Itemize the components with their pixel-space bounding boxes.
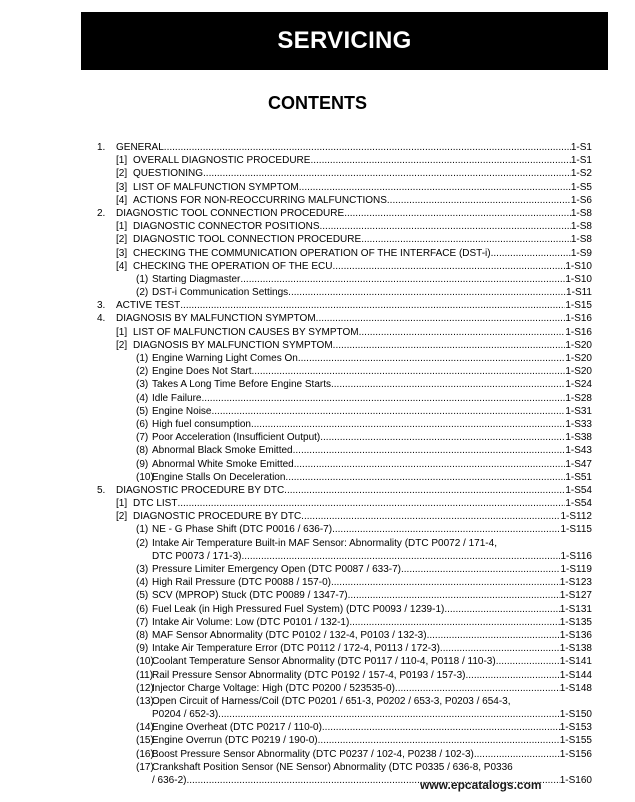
- toc-entry[interactable]: [0, 339, 635, 352]
- toc-entry-title: LIST OF MALFUNCTION SYMPTOM: [133, 181, 299, 193]
- toc-entry-line: [116, 207, 592, 220]
- toc-entry[interactable]: [0, 444, 635, 457]
- toc-entry-number: 3.: [97, 300, 106, 312]
- toc-entry-number: (1): [136, 524, 149, 536]
- toc-entry-page: 1-S1: [570, 142, 592, 153]
- toc-entry-line: [152, 550, 592, 563]
- toc-entry-title: High fuel consumption: [152, 418, 251, 430]
- section-title: SERVICING: [277, 27, 412, 54]
- toc-entry-line: [133, 326, 592, 339]
- toc-entry-title: NE - G Phase Shift (DTC P0016 / 636-7): [152, 524, 333, 536]
- dot-leader: [310, 154, 570, 167]
- toc-entry-page: 1-S5: [570, 181, 592, 193]
- toc-entry-number: [2]: [116, 339, 128, 351]
- toc-entry-line: [152, 616, 592, 629]
- toc-entry-line: [152, 655, 592, 668]
- toc-entry-page: 1-S1: [570, 155, 592, 167]
- toc-entry-line: [152, 721, 592, 734]
- toc-entry-title: OVERALL DIAGNOSTIC PROCEDURE: [133, 155, 311, 167]
- toc-entry-number: [1]: [116, 326, 128, 338]
- toc-entry-number: (7): [136, 616, 149, 628]
- dot-leader: [401, 563, 560, 576]
- toc-entry-number: [4]: [116, 194, 128, 206]
- dot-leader: [164, 141, 571, 154]
- toc-entry-title: DIAGNOSTIC PROCEDURE BY DTC: [116, 484, 285, 496]
- dot-leader: [331, 378, 565, 391]
- toc-entry-page: 1-S47: [565, 458, 592, 470]
- toc-entry[interactable]: [0, 734, 635, 747]
- toc-entry[interactable]: [0, 299, 635, 312]
- toc-entry-page: 1-S127: [559, 590, 592, 602]
- dot-leader: [496, 655, 560, 668]
- toc-entry-title: SCV (MPROP) Stuck (DTC P0089 / 1347-7): [152, 590, 348, 602]
- dot-leader: [348, 589, 560, 602]
- toc-entry-line: [133, 510, 592, 523]
- toc-entry[interactable]: [0, 510, 635, 523]
- toc-entry[interactable]: [0, 247, 635, 260]
- section-banner: [81, 12, 608, 70]
- contents-heading: CONTENTS: [268, 93, 367, 113]
- dot-leader: [301, 510, 560, 523]
- toc-entry-title: GENERAL: [116, 142, 164, 153]
- toc-entry-number: (3): [136, 379, 149, 391]
- toc-entry-number: (7): [136, 432, 149, 444]
- dot-leader: [444, 603, 559, 616]
- toc-entry[interactable]: [0, 286, 635, 299]
- dot-leader: [294, 458, 566, 471]
- toc-entry-page: 1-S148: [559, 682, 592, 694]
- toc-entry-line: [116, 299, 592, 312]
- toc-entry-number: (8): [136, 445, 149, 457]
- toc-entry-line: [152, 431, 592, 444]
- toc-entry-line: [133, 339, 592, 352]
- toc-entry-title: Starting Diagmaster: [152, 273, 241, 285]
- dot-leader: [201, 392, 565, 405]
- toc-entry[interactable]: [0, 563, 635, 576]
- dot-leader: [333, 339, 566, 352]
- toc-entry-line: [116, 312, 592, 325]
- toc-entry-number: (2): [136, 366, 149, 378]
- dot-leader: [320, 220, 571, 233]
- toc-entry-title: CHECKING THE OPERATION OF THE ECU: [133, 260, 333, 272]
- toc-entry-title: Intake Air Temperature Built-in MAF Sensor: Abnormality (DTC P0072 / 171-4,: [152, 537, 497, 549]
- toc-entry-continuation[interactable]: [0, 550, 635, 563]
- toc-entry-title: Abnormal Black Smoke Emitted: [152, 445, 293, 457]
- toc-entry[interactable]: [0, 682, 635, 695]
- toc-entry[interactable]: [0, 603, 635, 616]
- toc-entry-page: 1-S16: [565, 313, 592, 325]
- toc-entry-title: Poor Acceleration (Insufficient Output): [152, 432, 321, 444]
- toc-entry[interactable]: [0, 629, 635, 642]
- toc-entry-page: 1-S31: [565, 405, 592, 417]
- toc-entry-page: 1-S16: [565, 326, 592, 338]
- toc-entry-number: 4.: [97, 313, 106, 325]
- toc-entry-title: DIAGNOSTIC TOOL CONNECTION PROCEDURE: [133, 234, 362, 246]
- toc-entry[interactable]: [0, 497, 635, 510]
- toc-entry-page: 1-S150: [559, 709, 592, 721]
- toc-entry-page: 1-S2: [570, 168, 592, 180]
- toc-entry-number: [1]: [116, 498, 128, 510]
- toc-entry[interactable]: [0, 326, 635, 339]
- dot-leader: [288, 286, 566, 299]
- toc-entry-number: (9): [136, 458, 149, 470]
- toc-entry-number: (6): [136, 603, 149, 615]
- toc-entry-page: 1-S10: [565, 273, 592, 285]
- toc-entry-title: DST-i Communication Settings: [152, 287, 289, 299]
- toc-entry-line: [133, 167, 592, 180]
- toc-entry-line: [152, 589, 592, 602]
- toc-entry-line: [152, 352, 592, 365]
- toc-entry-title: DTC LIST: [133, 498, 178, 510]
- toc-entry-page: 1-S141: [559, 656, 592, 668]
- toc-entry-page: 1-S54: [565, 498, 592, 510]
- toc-entry-number: (11): [136, 669, 154, 681]
- toc-entry-number: (4): [136, 577, 149, 589]
- toc-entry-line: [133, 154, 592, 167]
- dot-leader: [318, 734, 560, 747]
- toc-entry[interactable]: [0, 207, 635, 220]
- toc-entry-title: Fuel Leak (in High Pressured Fuel System) (DTC P0093 / 1239-1): [152, 603, 445, 615]
- dot-leader: [387, 194, 571, 207]
- toc-entry-title: ACTIONS FOR NON-REOCCURRING MALFUNCTIONS: [133, 194, 387, 206]
- toc-entry-number: (5): [136, 405, 149, 417]
- toc-entry[interactable]: [0, 695, 635, 708]
- toc-entry[interactable]: [0, 748, 635, 761]
- toc-entry-page: 1-S51: [565, 471, 592, 483]
- toc-entry[interactable]: [0, 365, 635, 378]
- toc-entry[interactable]: [0, 312, 635, 325]
- toc-entry-line: [152, 392, 592, 405]
- toc-entry-number: (2): [136, 537, 149, 549]
- toc-entry-line: [133, 233, 592, 246]
- toc-entry[interactable]: [0, 537, 635, 550]
- toc-entry[interactable]: [0, 471, 635, 484]
- toc-entry[interactable]: [0, 484, 635, 497]
- toc-entry[interactable]: [0, 523, 635, 536]
- toc-entry[interactable]: [0, 352, 635, 365]
- toc-entry-title: Intake Air Temperature Error (DTC P0112 / 172-4, P0113 / 172-3): [152, 643, 440, 655]
- toc-entry-title: Abnormal White Smoke Emitted: [152, 458, 294, 470]
- toc-entry-page: 1-S20: [565, 353, 592, 364]
- toc-entry-page: 1-S24: [565, 379, 592, 391]
- toc-entry-number: 2.: [97, 207, 106, 219]
- toc-entry-continuation[interactable]: [0, 708, 635, 721]
- toc-entry-title: Rail Pressure Sensor Abnormality (DTC P0192 / 157-4, P0193 / 157-3): [152, 669, 466, 681]
- dot-leader: [299, 181, 571, 194]
- toc-entry-title: Engine Overrun (DTC P0219 / 190-0): [152, 735, 318, 747]
- toc-entry-number: (3): [136, 564, 149, 575]
- toc-entry-page: 1-S54: [565, 484, 592, 496]
- toc-entry-line: [152, 734, 592, 747]
- toc-entry-title: Coolant Temperature Sensor Abnormality (DTC P0117 / 110-4, P0118 / 110-3): [152, 656, 496, 668]
- toc-entry[interactable]: [0, 655, 635, 668]
- toc-entry-title: Engine Does Not Start: [152, 366, 252, 378]
- dot-leader: [252, 365, 566, 378]
- toc-entry[interactable]: [0, 642, 635, 655]
- dot-leader: [251, 418, 565, 431]
- toc-entry-page: 1-S8: [570, 221, 592, 233]
- toc-entry[interactable]: [0, 669, 635, 682]
- dot-leader: [332, 523, 560, 536]
- dot-leader: [203, 167, 571, 180]
- toc-entry-number: (4): [136, 392, 149, 404]
- dot-leader: [344, 207, 571, 220]
- toc-entry-line: [152, 576, 592, 589]
- toc-entry-number: (17): [136, 761, 154, 773]
- toc-entry-title-cont: P0204 / 652-3): [152, 709, 219, 721]
- dot-leader: [242, 550, 561, 563]
- toc-entry-page: 1-S43: [565, 445, 592, 457]
- toc-entry-title: QUESTIONING: [133, 168, 204, 180]
- toc-entry-line: [133, 220, 592, 233]
- dot-leader: [240, 273, 565, 286]
- toc-entry-line: [152, 286, 592, 299]
- toc-entry-page: 1-S116: [560, 550, 592, 562]
- toc-entry-page: 1-S20: [565, 366, 592, 378]
- dot-leader: [316, 312, 566, 325]
- toc-entry-page: 1-S119: [560, 564, 592, 575]
- toc-entry-title: Idle Failure: [152, 392, 202, 404]
- toc-entry-line: [116, 141, 592, 154]
- toc-entry[interactable]: [0, 392, 635, 405]
- toc-entry-page: 1-S123: [559, 577, 592, 589]
- toc-entry-number: (12): [136, 682, 154, 694]
- toc-entry-line: [133, 497, 592, 510]
- toc-entry[interactable]: [0, 458, 635, 471]
- toc-entry-page: 1-S8: [570, 234, 592, 246]
- dot-leader: [474, 748, 560, 761]
- toc-entry-page: 1-S135: [559, 616, 592, 628]
- toc-entry-page: 1-S153: [559, 722, 592, 734]
- toc-entry-title: Engine Stalls On Deceleration: [152, 471, 286, 483]
- toc-entry-page: 1-S10: [565, 260, 592, 272]
- toc-entry-title: DIAGNOSTIC CONNECTOR POSITIONS: [133, 221, 320, 233]
- toc-entry-number: (13): [136, 695, 154, 707]
- dot-leader: [359, 326, 566, 339]
- toc-entry-number: 5.: [97, 484, 106, 496]
- toc-entry-title: Injector Charge Voltage: High (DTC P0200 / 523535-0): [152, 682, 395, 694]
- dot-leader: [180, 299, 565, 312]
- dot-leader: [298, 352, 565, 365]
- toc-entry-number: (2): [136, 287, 149, 299]
- toc-entry-page: 1-S6: [570, 194, 592, 206]
- toc-entry-line: [133, 247, 592, 260]
- toc-entry[interactable]: [0, 721, 635, 734]
- dot-leader: [285, 471, 565, 484]
- toc-entry[interactable]: [0, 431, 635, 444]
- toc-entry-line: [152, 418, 592, 431]
- toc-entry[interactable]: [0, 616, 635, 629]
- toc-entry-title: MAF Sensor Abnormality (DTC P0102 / 132-4, P0103 / 132-3): [152, 629, 427, 641]
- toc-entry-line: [152, 405, 592, 418]
- dot-leader: [320, 431, 565, 444]
- toc-entry-number: (14): [136, 722, 154, 734]
- toc-entry-title-cont: / 636-2): [152, 775, 187, 786]
- toc-entry-line: [152, 471, 592, 484]
- toc-entry-title-cont: DTC P0073 / 171-3): [152, 550, 242, 562]
- toc-entry[interactable]: [0, 260, 635, 273]
- toc-entry-line: [152, 444, 592, 457]
- toc-entry-line: [152, 458, 592, 471]
- toc-entry[interactable]: [0, 154, 635, 167]
- toc-entry-title: Pressure Limiter Emergency Open (DTC P0087 / 633-7): [152, 564, 401, 575]
- toc-entry-number: (1): [136, 273, 149, 285]
- toc-entry[interactable]: [0, 220, 635, 233]
- toc-entry-number: [1]: [116, 221, 128, 233]
- dot-leader: [466, 669, 560, 682]
- dot-leader: [322, 721, 560, 734]
- toc-entry-number: (10): [136, 656, 154, 668]
- toc-entry-number: (5): [136, 590, 149, 602]
- toc-entry-title: Engine Overheat (DTC P0217 / 110-0): [152, 722, 322, 734]
- toc-entry-number: [3]: [116, 181, 128, 193]
- dot-leader: [440, 642, 560, 655]
- toc-entry-page: 1-S38: [565, 432, 592, 444]
- toc-entry-title: Engine Warning Light Comes On: [152, 353, 298, 364]
- toc-entry[interactable]: [0, 576, 635, 589]
- toc-entry-line: [133, 260, 592, 273]
- toc-entry-line: [116, 484, 592, 497]
- toc-entry-line: [152, 603, 592, 616]
- toc-entry-page: 1-S11: [566, 287, 592, 299]
- toc-entry-line: [152, 682, 592, 695]
- toc-entry-number: (16): [136, 748, 154, 760]
- toc-entry-line: [152, 748, 592, 761]
- toc-entry-page: 1-S8: [570, 207, 592, 219]
- toc-entry-number: [2]: [116, 168, 128, 180]
- toc-entry-page: 1-S9: [570, 247, 592, 259]
- toc-entry[interactable]: [0, 589, 635, 602]
- toc-entry-line: [152, 365, 592, 378]
- toc-entry[interactable]: [0, 233, 635, 246]
- toc-entry-number: [4]: [116, 260, 128, 272]
- table-of-contents: [0, 141, 635, 787]
- toc-entry-line: [133, 194, 592, 207]
- toc-entry-title: Engine Noise: [152, 405, 212, 417]
- toc-entry[interactable]: [0, 378, 635, 391]
- toc-entry-title: ACTIVE TEST: [116, 300, 181, 312]
- dot-leader: [332, 260, 565, 273]
- dot-leader: [218, 708, 560, 721]
- toc-entry-line: [152, 629, 592, 642]
- toc-entry-line: [152, 273, 592, 286]
- toc-entry-page: 1-S160: [559, 775, 592, 786]
- toc-entry-number: 1.: [97, 142, 106, 153]
- toc-entry[interactable]: [0, 194, 635, 207]
- toc-entry[interactable]: [0, 181, 635, 194]
- toc-entry-page: 1-S138: [559, 643, 592, 655]
- dot-leader: [349, 616, 559, 629]
- toc-entry-page: 1-S20: [565, 339, 592, 351]
- toc-entry-line: [152, 761, 592, 774]
- toc-entry-number: (9): [136, 643, 149, 655]
- toc-entry[interactable]: [0, 141, 635, 154]
- dot-leader: [293, 444, 566, 457]
- toc-entry[interactable]: [0, 761, 635, 774]
- toc-entry-line: [152, 523, 592, 536]
- toc-entry-page: 1-S28: [565, 392, 592, 404]
- toc-entry-title: High Rail Pressure (DTC P0088 / 157-0): [152, 577, 331, 589]
- toc-entry[interactable]: [0, 167, 635, 180]
- toc-entry-page: 1-S144: [559, 669, 592, 681]
- toc-entry-page: 1-S156: [559, 748, 592, 760]
- toc-entry-page: 1-S15: [565, 300, 592, 312]
- toc-entry[interactable]: [0, 405, 635, 418]
- toc-entry-line: [152, 642, 592, 655]
- toc-entry-number: (1): [136, 353, 149, 364]
- toc-entry-number: [3]: [116, 247, 128, 259]
- dot-leader: [331, 576, 560, 589]
- watermark: www.epcatalogs.com: [420, 778, 542, 792]
- toc-entry-number: (15): [136, 735, 154, 747]
- toc-entry-line: [152, 563, 592, 576]
- toc-entry-title: Intake Air Volume: Low (DTC P0101 / 132-1): [152, 616, 350, 628]
- toc-entry-number: [2]: [116, 234, 128, 246]
- toc-entry-title: DIAGNOSIS BY MALFUNCTION SYMPTOM: [116, 313, 316, 325]
- dot-leader: [395, 682, 560, 695]
- toc-entry-title: CHECKING THE COMMUNICATION OPERATION OF THE INTERFACE (DST-i): [133, 247, 491, 259]
- toc-entry-number: (8): [136, 629, 149, 641]
- toc-entry-line: [152, 695, 592, 708]
- toc-entry-line: [152, 708, 592, 721]
- dot-leader: [361, 233, 571, 246]
- toc-entry-title: DIAGNOSIS BY MALFUNCTION SYMPTOM: [133, 339, 333, 351]
- toc-entry-page: 1-S115: [560, 524, 592, 536]
- toc-entry-title: Open Circuit of Harness/Coil (DTC P0201 / 651-3, P0202 / 653-3, P0203 / 654-3,: [152, 695, 511, 707]
- toc-entry-line: [133, 181, 592, 194]
- toc-entry-line: [152, 378, 592, 391]
- toc-entry-title: DIAGNOSTIC PROCEDURE BY DTC: [133, 511, 302, 523]
- toc-entry-page: 1-S131: [559, 603, 592, 615]
- toc-entry-number: [2]: [116, 511, 128, 523]
- toc-entry-title: Takes A Long Time Before Engine Starts: [152, 379, 331, 391]
- dot-leader: [211, 405, 565, 418]
- dot-leader: [491, 247, 571, 260]
- toc-entry-title: DIAGNOSTIC TOOL CONNECTION PROCEDURE: [116, 207, 345, 219]
- toc-entry-number: (6): [136, 418, 149, 430]
- toc-entry[interactable]: [0, 273, 635, 286]
- dot-leader: [177, 497, 565, 510]
- toc-entry[interactable]: [0, 418, 635, 431]
- toc-entry-title: LIST OF MALFUNCTION CAUSES BY SYMPTOM: [133, 326, 359, 338]
- toc-entry-line: [152, 669, 592, 682]
- dot-leader: [284, 484, 565, 497]
- toc-entry-title: Boost Pressure Sensor Abnormality (DTC P0237 / 102-4, P0238 / 102-3): [152, 748, 474, 760]
- toc-entry-page: 1-S136: [559, 629, 592, 641]
- toc-entry-page: 1-S33: [565, 418, 592, 430]
- toc-entry-number: [1]: [116, 155, 128, 167]
- toc-entry-title: Crankshaft Position Sensor (NE Sensor) Abnormality (DTC P0335 / 636-8, P0336: [152, 761, 513, 773]
- toc-entry-page: 1-S112: [560, 511, 592, 523]
- dot-leader: [427, 629, 560, 642]
- toc-entry-number: (10): [136, 471, 154, 483]
- toc-entry-page: 1-S155: [559, 735, 592, 747]
- toc-entry-line: [152, 537, 592, 550]
